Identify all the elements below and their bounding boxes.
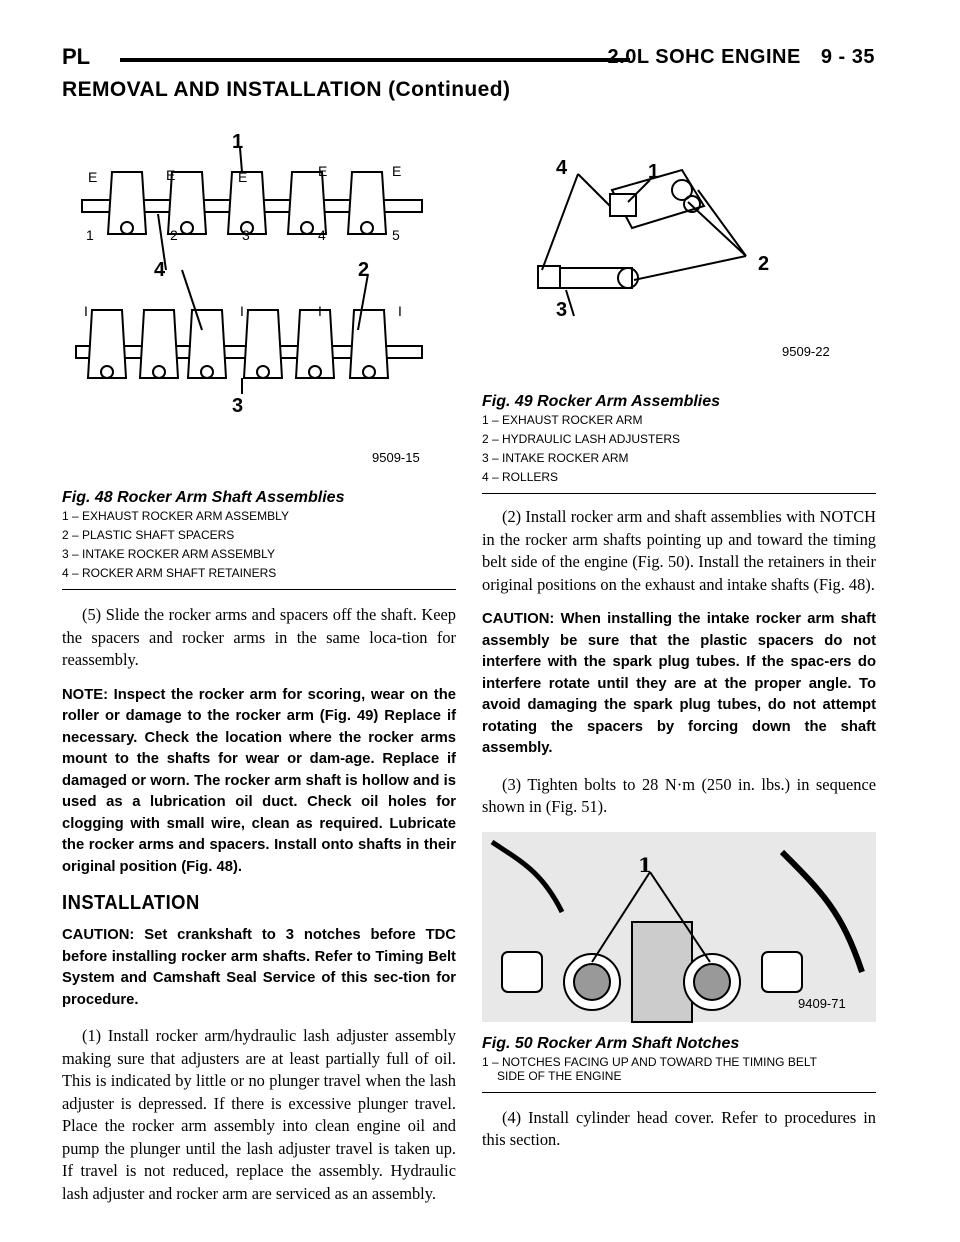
fig48-mark-i4: I: [398, 303, 402, 319]
fig48-pos-3: 3: [242, 227, 250, 243]
header-rule: [120, 58, 630, 62]
fig49-legend-item: 2 – HYDRAULIC LASH ADJUSTERS: [482, 432, 681, 446]
header-section-title: 2.0L SOHC ENGINE: [607, 46, 801, 68]
fig48-callout-1: 1: [232, 131, 244, 153]
fig48-mark-e3: E: [238, 169, 248, 185]
fig48-callout-3: 3: [232, 395, 244, 417]
fig49-legend-item: 4 – ROLLERS: [482, 470, 559, 484]
fig49-callout-1: 1: [648, 161, 660, 183]
fig49-callout-3: 3: [556, 299, 568, 321]
step-2: (2) Install rocker arm and shaft assemblies with NOTCH in the rocker arm shafts pointing up and toward the timing belt side of the engine (Fig. 50). Install the retainers in their original positions on the exhaust and intake shafts (Fig. 48).: [482, 507, 876, 594]
fig49-illustration: [482, 110, 876, 386]
intake-rocker-arm: [538, 266, 638, 288]
step-3: (3) Tighten bolts to 28 N·m (250 in. lbs.) in sequence shown in (Fig. 51).: [482, 774, 876, 816]
installation-heading: INSTALLATION: [62, 892, 200, 914]
figure-49: [482, 110, 876, 494]
fig49-code: 9509-22: [782, 344, 830, 359]
fig49-legend-item: 3 – INTAKE ROCKER ARM: [482, 451, 629, 465]
fig50-caption: Fig. 50 Rocker Arm Shaft Notches: [482, 1034, 740, 1052]
fig48-legend-item: 3 – INTAKE ROCKER ARM ASSEMBLY: [62, 547, 275, 561]
fig50-legend-item: 1 – NOTCHES FACING UP AND TOWARD THE TIMING BELT: [482, 1054, 817, 1069]
fig48-pos-4: 4: [318, 227, 326, 243]
fig48-caption: Fig. 48 Rocker Arm Shaft Assemblies: [62, 489, 345, 506]
figure-48: [62, 110, 456, 590]
step-5: (5) Slide the rocker arms and spacers off the shaft. Keep the spacers and rocker arms in the same loca-tion for reassembly.: [62, 605, 456, 669]
fig48-mark-e4: E: [318, 163, 328, 179]
fig49-caption: Fig. 49 Rocker Arm Assemblies: [482, 393, 721, 410]
fig50-callout-1: 1: [638, 852, 652, 877]
fig48-legend: [62, 507, 456, 590]
fig48-mark-i1: I: [84, 303, 88, 319]
fig48-mark-i3: I: [318, 303, 322, 319]
fig48-mark-e1: E: [88, 169, 98, 185]
fig49-callout-4: 4: [556, 157, 568, 179]
header-code: PL: [62, 44, 91, 69]
fig50-legend: [482, 1053, 876, 1093]
fig49-legend: [482, 411, 876, 494]
fig48-pos-1: 1: [86, 227, 94, 243]
section-heading: REMOVAL AND INSTALLATION (Continued): [62, 78, 511, 101]
fig48-callout-2: 2: [358, 259, 370, 281]
fig49-legend-item: 1 – EXHAUST ROCKER ARM: [482, 413, 643, 427]
fig49-callout-2: 2: [758, 253, 770, 275]
fig50-code: 9409-71: [798, 995, 846, 1011]
intake-rocker-arms: [88, 310, 388, 378]
fig50-legend-item-cont: SIDE OF THE ENGINE: [497, 1068, 622, 1083]
fig48-legend-item: 1 – EXHAUST ROCKER ARM ASSEMBLY: [62, 509, 289, 523]
fig48-code: 9509-15: [372, 450, 420, 465]
step-1: (1) Install rocker arm/hydraulic lash adjuster assembly making sure that adjusters are at least partially full of oil. This is indicated by little or no plunger travel when the lash adjuster is depressed. If there is excessive plunger travel. Place the rocker arm assembly into clean engine oil and pump the plunger until the lash adjuster travel is taken up. If travel is not reduced, replace the assembly. Hydraulic lash adjuster and rocker arm are serviced as an assembly.: [62, 1026, 456, 1203]
caution-crankshaft: CAUTION: Set crankshaft to 3 notches before TDC before installing rocker arm shafts. Refer to Timing Belt System and Camshaft Seal Service of this sec-tion for procedure.: [62, 927, 456, 1008]
fig48-pos-2: 2: [170, 227, 178, 243]
fig48-pos-5: 5: [392, 227, 400, 243]
right-column: [482, 110, 876, 1165]
fig50-illustration: [482, 832, 876, 1028]
figure-50: [482, 832, 876, 1093]
fig48-mark-e2: E: [166, 167, 176, 183]
note-inspect: NOTE: Inspect the rocker arm for scoring, wear on the roller or damage to the rocker arm (Fig. 49) Replace if necessary. Check the location where the rocker arms mount to the shafts for wear or dam-age. Replace if damaged or worn. The rocker arm shaft is hollow and is used as a lubrication oil duct. Check oil holes for clogging with small wire, clean as required. Lubricate the rocker arms and spacers. Install onto shafts in their original position (Fig. 48).: [62, 686, 456, 875]
fig48-callout-4: 4: [154, 259, 166, 281]
header-page-number: 9 - 35: [820, 46, 875, 68]
step-4: (4) Install cylinder head cover. Refer to procedures in this section.: [482, 1107, 876, 1149]
fig48-mark-i2: I: [240, 303, 244, 319]
fig48-legend-item: 4 – ROCKER ARM SHAFT RETAINERS: [62, 566, 277, 580]
fig48-illustration: [62, 110, 456, 482]
fig48-mark-e5: E: [392, 163, 402, 179]
header-right: [594, 46, 875, 69]
caution-spacers: CAUTION: When installing the intake rocker arm shaft assembly be sure that the plastic spacers do not interfere with the spark plug tubes. If the spac-ers do interfere rotate until they are at the proper angle. To avoid damaging the spark plug tubes, do not attempt rotating the spacers by forcing down the shaft assembly.: [482, 611, 876, 756]
fig48-legend-item: 2 – PLASTIC SHAFT SPACERS: [62, 528, 235, 542]
left-column: [62, 110, 456, 1218]
